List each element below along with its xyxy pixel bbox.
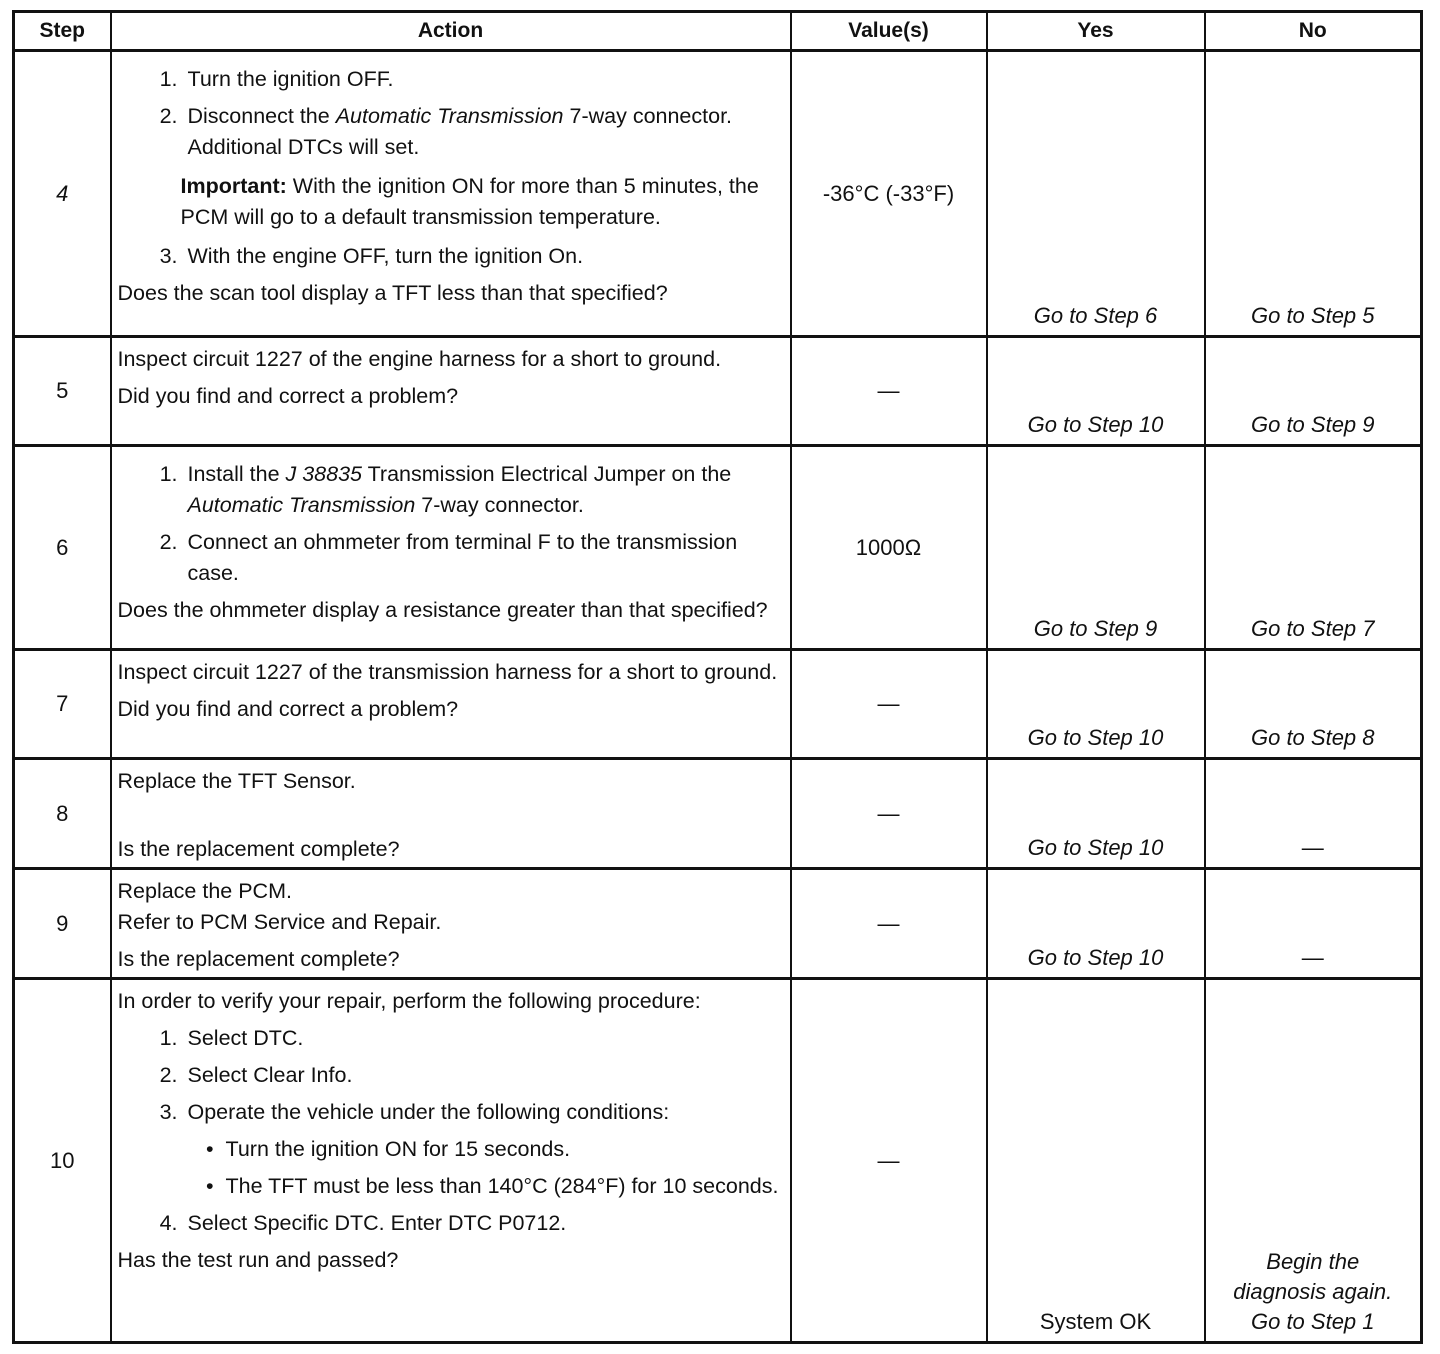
yes-cell: Go to Step 10: [987, 869, 1205, 979]
item-number: 3.: [159, 244, 178, 268]
value-cell: —: [791, 759, 987, 869]
header-values: Value(s): [791, 12, 987, 51]
question-text: Did you find and correct a problem?: [117, 384, 459, 408]
step-number: 6: [14, 446, 111, 650]
action-cell: [111, 337, 791, 446]
item-number: 2.: [159, 1063, 178, 1087]
list-item: [118, 459, 784, 521]
item-number: 3.: [159, 1100, 178, 1124]
list-item: [118, 1023, 784, 1054]
bullet-item: [118, 1171, 784, 1202]
value-cell: —: [791, 650, 987, 759]
no-cell: Go to Step 5: [1205, 51, 1422, 337]
yes-cell: Go to Step 10: [987, 650, 1205, 759]
header-no: No: [1205, 12, 1422, 51]
action-text: Replace the PCM.: [117, 879, 292, 903]
item-text: With the engine OFF, turn the ignition On.: [187, 244, 584, 268]
no-line-3: Go to Step 1: [1250, 1309, 1375, 1334]
action-text: In order to verify your repair, perform the following procedure:: [117, 989, 701, 1013]
item-number: 1.: [159, 1026, 178, 1050]
no-line-2: diagnosis again.: [1233, 1279, 1393, 1304]
no-cell: Go to Step 7: [1205, 446, 1422, 650]
item-number: 1.: [159, 462, 178, 486]
no-line-1: Begin the: [1266, 1249, 1360, 1274]
question-text: Did you find and correct a problem?: [117, 697, 459, 721]
yes-cell: System OK: [987, 979, 1205, 1343]
header-row: [14, 12, 1422, 51]
action-text-reference: Refer to PCM Service and Repair.: [117, 910, 442, 934]
list-item: [118, 101, 784, 163]
value-cell: —: [791, 869, 987, 979]
no-cell: Go to Step 8: [1205, 650, 1422, 759]
action-text: Replace the TFT Sensor.: [117, 769, 356, 793]
no-cell: —: [1205, 869, 1422, 979]
list-item: [118, 1097, 784, 1128]
question-text: Is the replacement complete?: [117, 837, 400, 861]
value-cell: —: [791, 979, 987, 1343]
item-number: 4.: [159, 1211, 178, 1235]
bullet-item: [118, 1134, 784, 1165]
bullet-icon: •: [205, 1174, 214, 1198]
item-text: Connect an ohmmeter from terminal F to the transmission case.: [187, 530, 738, 585]
step-number: 9: [14, 869, 111, 979]
header-action: Action: [111, 12, 791, 51]
table-row: [14, 759, 1422, 869]
step-number: 8: [14, 759, 111, 869]
table-row: [14, 650, 1422, 759]
value-cell: 1000Ω: [791, 446, 987, 650]
item-number: 2.: [159, 104, 178, 128]
note-text: With the ignition ON for more than 5 minutes, the PCM will go to a default transmission temperature.: [180, 174, 759, 229]
step-number: 4: [14, 51, 111, 337]
item-text: Operate the vehicle under the following conditions:: [187, 1100, 670, 1124]
table-row: [14, 869, 1422, 979]
list-item: [118, 241, 784, 272]
item-number: 2.: [159, 530, 178, 554]
item-text: Turn the ignition OFF.: [187, 67, 394, 91]
item-text: Select Clear Info.: [187, 1063, 353, 1087]
item-text: Select DTC.: [187, 1026, 304, 1050]
list-item: [118, 1208, 784, 1239]
item-text: Select Specific DTC. Enter DTC P0712.: [187, 1211, 567, 1235]
note-label: Important:: [180, 174, 287, 198]
action-cell: [111, 446, 791, 650]
action-cell: [111, 51, 791, 337]
question-text: Has the test run and passed?: [117, 1248, 399, 1272]
question-text: Is the replacement complete?: [117, 947, 400, 971]
yes-cell: Go to Step 9: [987, 446, 1205, 650]
no-cell: [1205, 979, 1422, 1343]
step-number: 10: [14, 979, 111, 1343]
action-cell: [111, 869, 791, 979]
step-number: 5: [14, 337, 111, 446]
list-item: [118, 527, 784, 589]
list-item: [118, 1060, 784, 1091]
no-cell: Go to Step 9: [1205, 337, 1422, 446]
list-item: [118, 64, 784, 95]
value-cell: -36°C (-33°F): [791, 51, 987, 337]
item-text: Install the J 38835 Transmission Electrical Jumper on the Automatic Transmission 7-way connector.: [187, 462, 732, 517]
action-text: Inspect circuit 1227 of the engine harness for a short to ground.: [117, 347, 722, 371]
action-cell: [111, 650, 791, 759]
yes-cell: Go to Step 10: [987, 337, 1205, 446]
no-cell: —: [1205, 759, 1422, 869]
item-text: Disconnect the Automatic Transmission 7-way connector. Additional DTCs will set.: [187, 104, 733, 159]
action-text: Inspect circuit 1227 of the transmission harness for a short to ground.: [117, 660, 778, 684]
step-number: 7: [14, 650, 111, 759]
yes-cell: Go to Step 10: [987, 759, 1205, 869]
action-cell: [111, 979, 791, 1343]
bullet-text: Turn the ignition ON for 15 seconds.: [225, 1137, 571, 1161]
header-yes: Yes: [987, 12, 1205, 51]
yes-cell: Go to Step 6: [987, 51, 1205, 337]
question-text: Does the ohmmeter display a resistance greater than that specified?: [117, 598, 768, 622]
bullet-icon: •: [205, 1137, 214, 1161]
table-row: [14, 337, 1422, 446]
bullet-text: The TFT must be less than 140°C (284°F) for 10 seconds.: [225, 1174, 779, 1198]
value-cell: —: [791, 337, 987, 446]
item-number: 1.: [159, 67, 178, 91]
table-row: [14, 446, 1422, 650]
table-row: [14, 51, 1422, 337]
table-row: [14, 979, 1422, 1343]
important-note: [181, 171, 784, 233]
action-cell: [111, 759, 791, 869]
question-text: Does the scan tool display a TFT less than that specified?: [117, 281, 668, 305]
header-step: Step: [14, 12, 111, 51]
diagnostic-table: [12, 10, 1423, 1344]
